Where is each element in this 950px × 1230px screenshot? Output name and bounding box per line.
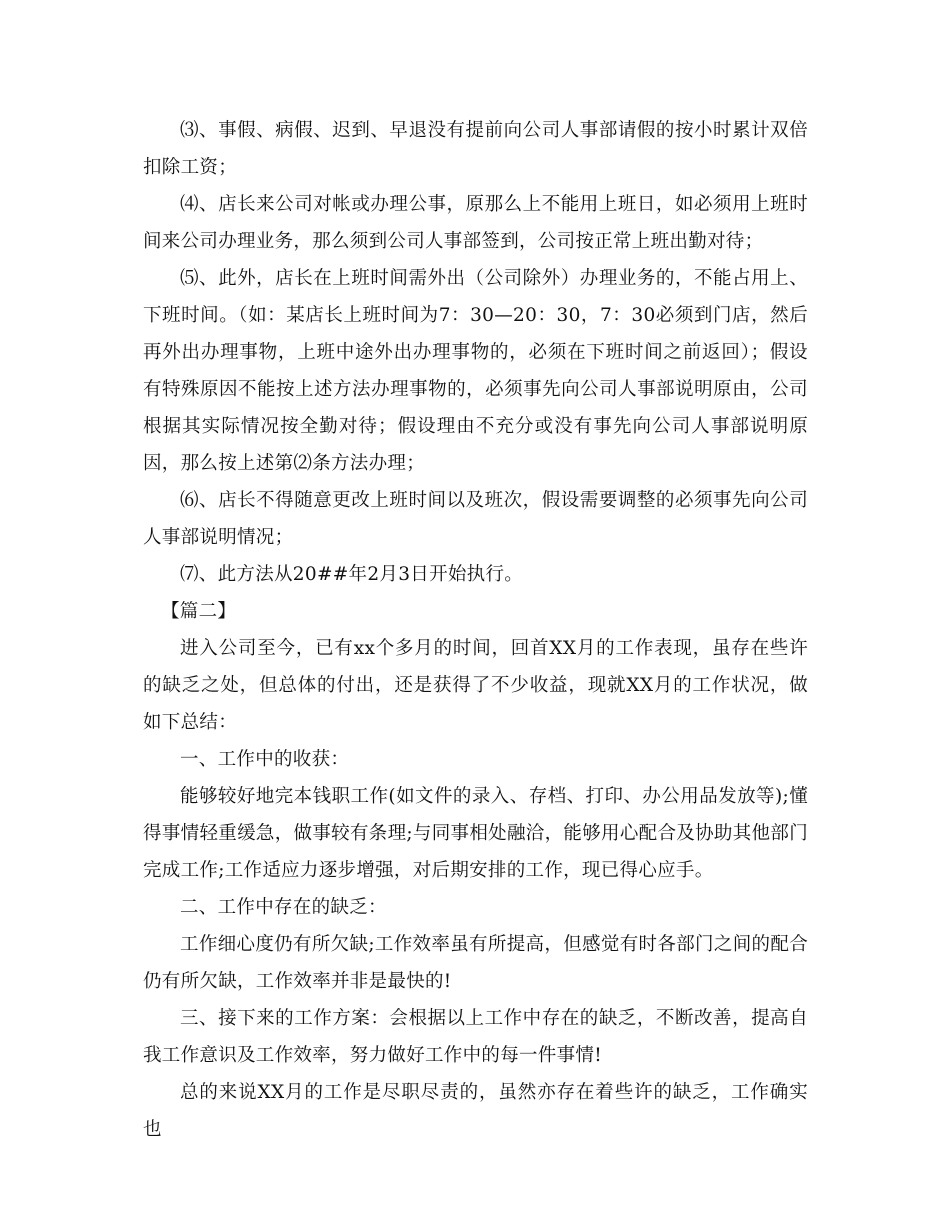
document-body xyxy=(143,112,808,1148)
paragraph-gains: 能够较好地完本钱职工作(如文件的录入、存档、打印、办公用品发放等);懂得事情轻重缓急，做事较有条理;与同事相处融洽，能够用心配合及协助其他部门完成工作;工作适应力逐步增强，对后期安排的工作，现已得心应手。 xyxy=(143,786,808,881)
paragraph-shortcomings: 工作细心度仍有所欠缺;工作效率虽有所提高，但感觉有时各部门之间的配合仍有所欠缺，工作效率并非是最快的! xyxy=(143,934,808,992)
paragraph-rule-7: ⑺、此方法从20##年2月3日开始执行。 xyxy=(180,564,524,585)
paragraph-intro: 进入公司至今，已有xx个多月的时间，回首XX月的工作表现，虽存在些许的缺乏之处，但总体的付出，还是获得了不少收益，现就XX月的工作状况，做如下总结： xyxy=(143,638,808,733)
paragraph-heading-shortcomings: 二、工作中存在的缺乏： xyxy=(180,897,387,918)
paragraph-rule-6: ⑹、店长不得随意更改上班时间以及班次，假设需要调整的必须事先向公司人事部说明情况； xyxy=(143,490,808,548)
paragraph-plan: 三、接下来的工作方案：会根据以上工作中存在的缺乏，不断改善，提高自我工作意识及工作效率，努力做好工作中的每一件事情! xyxy=(143,1008,808,1066)
paragraph-rule-3: ⑶、事假、病假、迟到、早退没有提前向公司人事部请假的按小时累计双倍扣除工资； xyxy=(143,120,808,178)
paragraph-rule-4: ⑷、店长来公司对帐或办理公事，原那么上不能用上班日，如必须用上班时间来公司办理业务，那么须到公司人事部签到，公司按正常上班出勤对待； xyxy=(143,194,808,252)
paragraph-summary: 总的来说XX月的工作是尽职尽责的，虽然亦存在着些许的缺乏，工作确实也 xyxy=(143,1082,808,1140)
paragraph-heading-gains: 一、工作中的收获： xyxy=(180,749,350,770)
section-heading: 【篇二】 xyxy=(161,601,237,622)
paragraph-rule-5: ⑸、此外，店长在上班时间需外出（公司除外）办理业务的，不能占用上、下班时间。（如：某店长上班时间为7：30—20：30，7：30必须到门店，然后再外出办理事物，上班中途外出办理事物的，必须在下班时间之前返回）；假设有特殊原因不能按上述方法办理事物的，必须事先向公司人事部说明原由，公司根据其实际情况按全勤对待；假设理由不充分或没有事先向公司人事部说明原因，那么按上述第⑵条方法办理； xyxy=(143,268,808,474)
